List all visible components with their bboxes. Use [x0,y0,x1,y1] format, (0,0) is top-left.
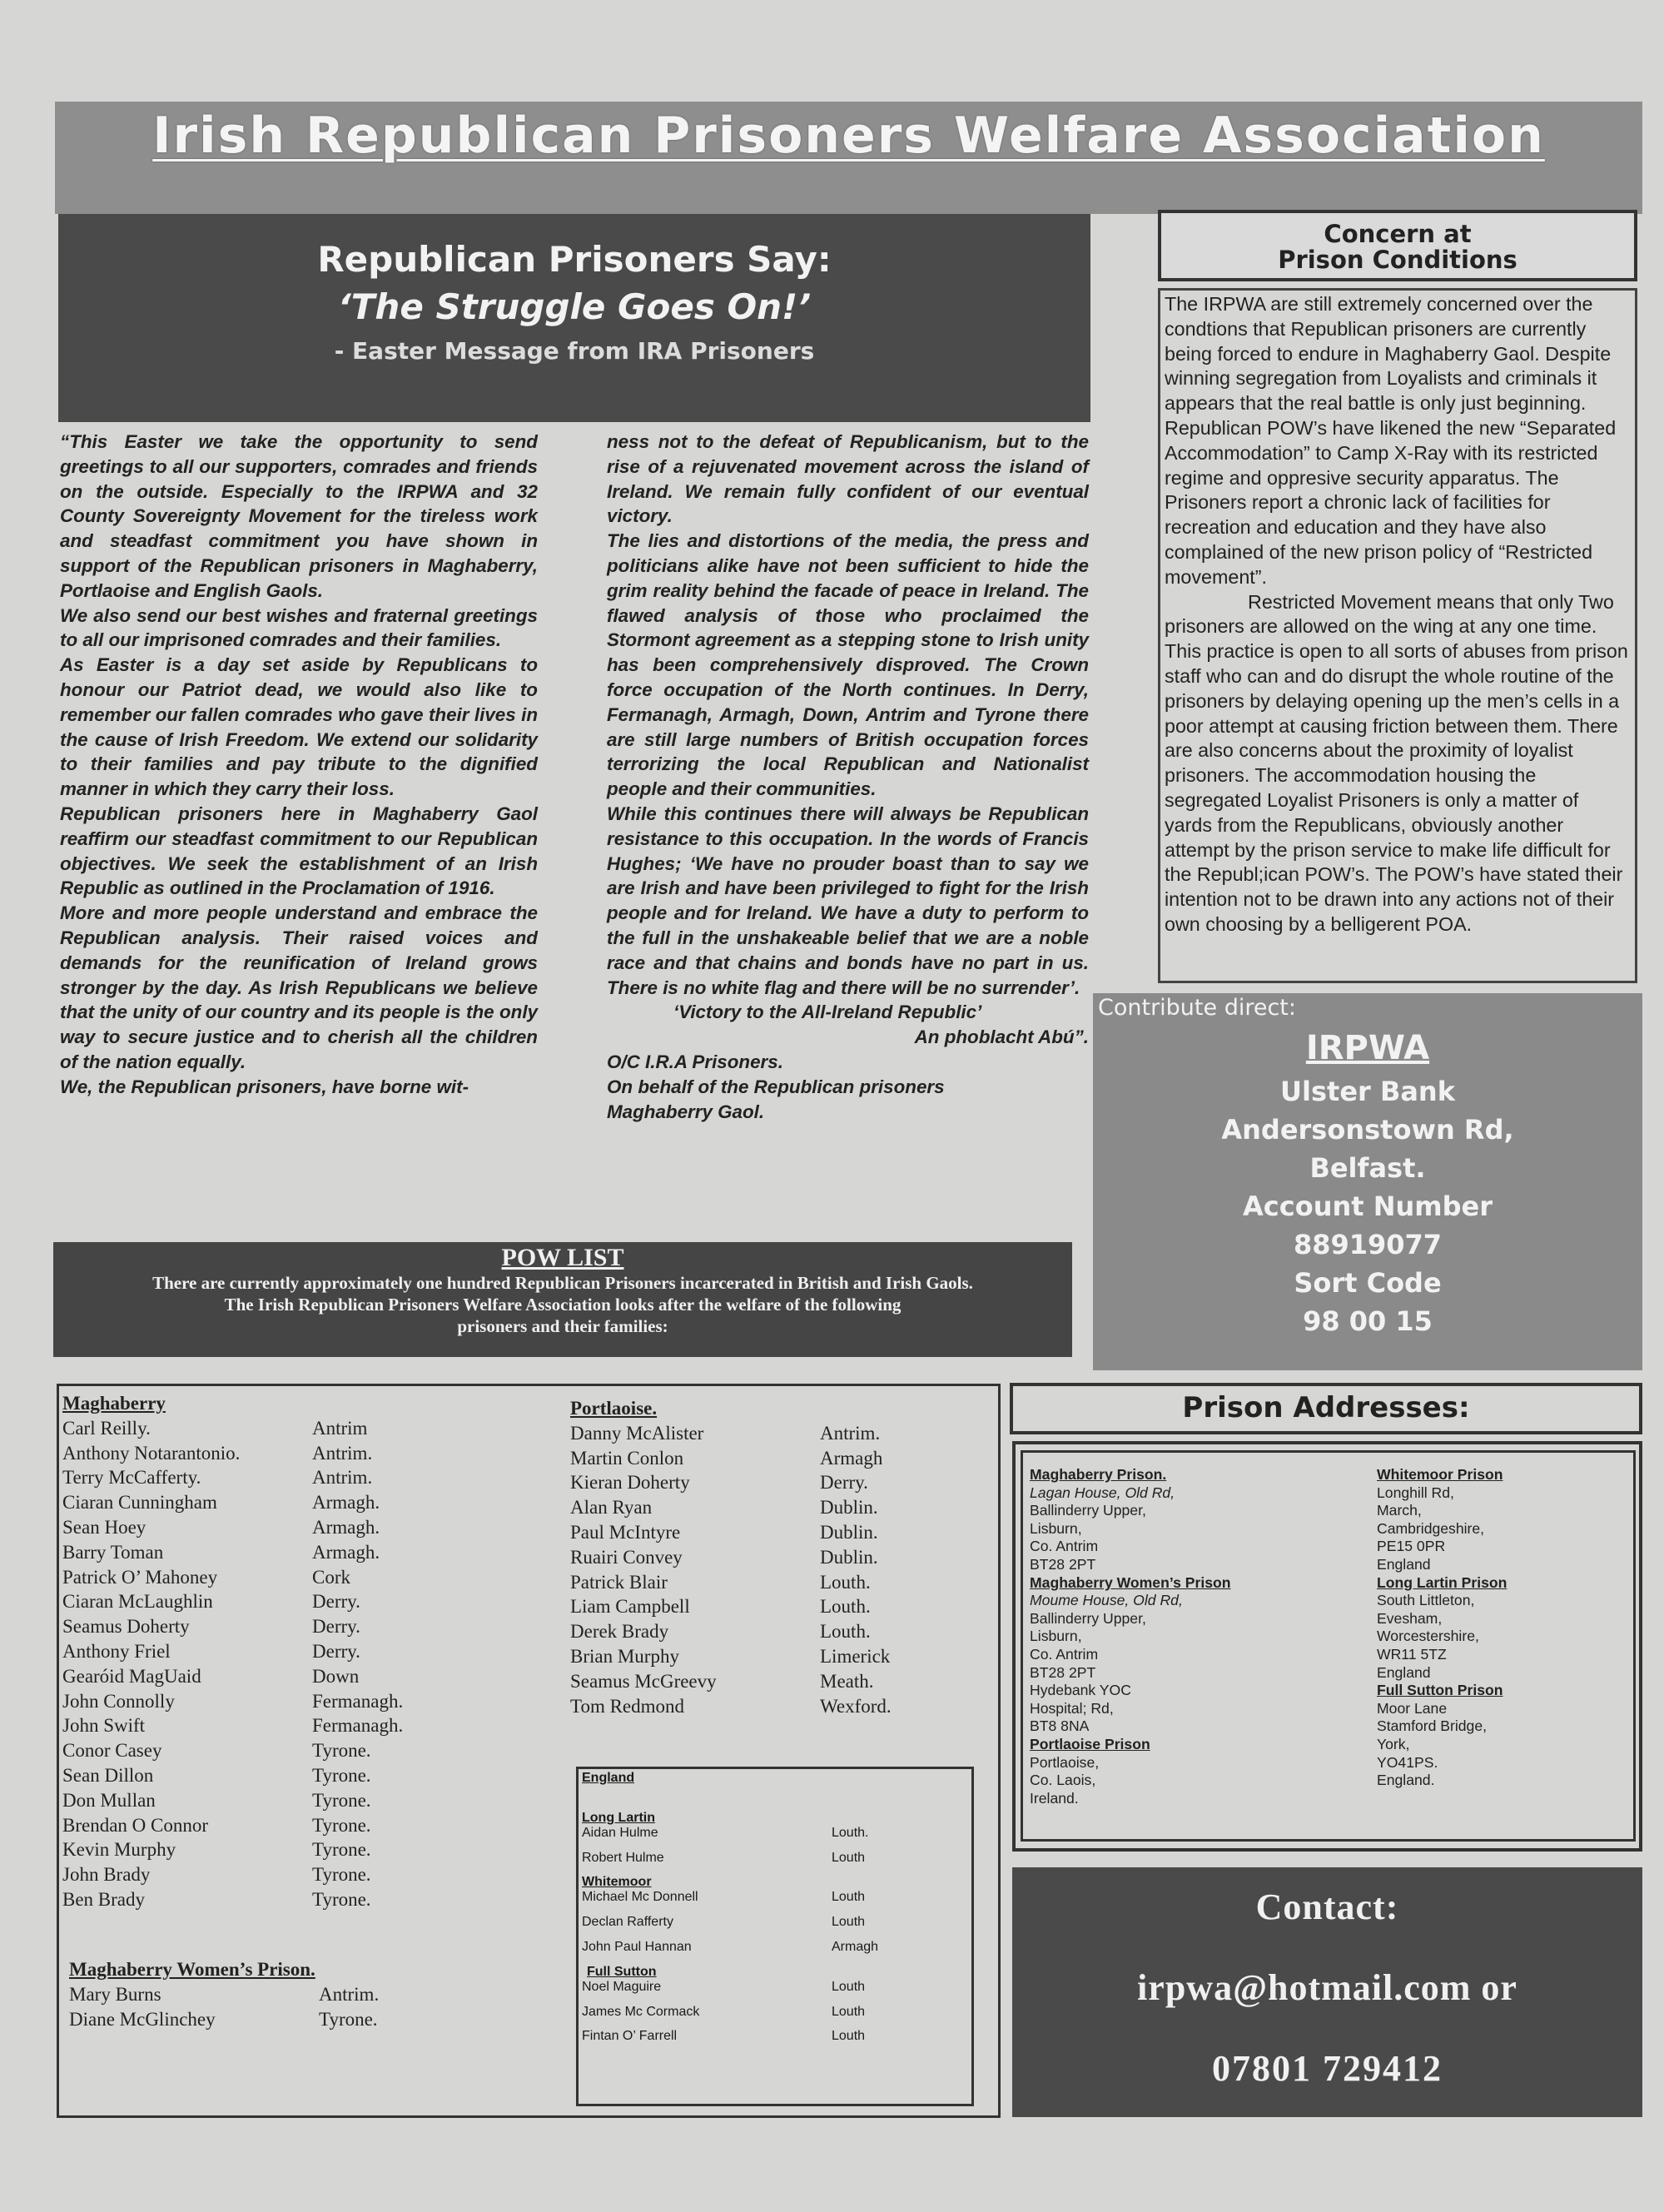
contact-title: Contact: [1255,1886,1399,1927]
prisoner-name: Ben Brady [62,1888,146,1910]
prisoner-county: Meath. [820,1670,874,1692]
prisoner-name: Mary Burns [69,1983,161,2005]
address-line: Cambridgeshire, [1377,1519,1485,1537]
prisoner-row [570,1594,892,1619]
prisoner-name: Aidan Hulme [582,1825,658,1840]
england-list-box [576,1767,974,2106]
maghaberry-list [62,1391,403,1912]
address-line: YO41PS. [1377,1753,1438,1771]
address-whitemoor-name: Whitemoor Prison [1377,1466,1503,1483]
prisoner-name: Brendan O Connor [62,1814,209,1836]
prisoner-name: Martin Conlon [570,1447,684,1469]
prisoner-row [62,1490,403,1515]
prisoner-name: Terry McCafferty. [62,1467,201,1489]
prisoner-name: Declan Rafferty [582,1915,673,1930]
prisoner-name: Tom Redmond [570,1695,685,1717]
prisoner-row [570,1694,892,1719]
prisoner-row [62,1837,403,1862]
addresses-col-left [1030,1466,1230,1807]
prisoner-name: Carl Reilly. [62,1417,151,1439]
prisoner-row [570,1619,892,1644]
prisoner-row [582,1980,878,2005]
prisoner-row [62,1441,403,1466]
account-label: Account Number [1243,1191,1493,1222]
address-line: Ballinderry Upper, [1030,1609,1146,1627]
prisoner-county: Louth [832,2004,866,2019]
headline-line2: ‘The Struggle Goes On!’ [337,286,812,327]
prisoner-row [69,2007,379,2032]
prisoner-name: Sean Hoey [62,1516,147,1538]
prisoner-row [582,1851,878,1876]
prisoner-county: Louth [832,1915,866,1930]
address-line: South Littleton, [1377,1592,1475,1609]
signature-line2: On behalf of the Republican prisoners [607,1076,945,1097]
prisoner-county: Antrim. [312,1467,373,1489]
address-portlaoise-name: Portlaoise Prison [1030,1735,1150,1752]
prisoner-name: Kevin Murphy [62,1839,176,1861]
prisoner-row [62,1788,403,1813]
prisoner-name: Fintan O’ Farrell [582,2029,678,2044]
address-womens-name: Maghaberry Women’s Prison [1030,1573,1231,1591]
prisoner-county: Limerick [820,1645,891,1667]
prisoner-county: Antrim. [319,1983,380,2005]
prisoner-county: Louth. [820,1571,871,1593]
prisoner-name: John Swift [62,1715,146,1737]
prisoner-row [62,1713,403,1738]
england-heading: England [582,1771,635,1785]
prisoner-name: Diane McGlinchey [69,2008,216,2030]
prisoner-county: Cork [312,1566,350,1588]
prisoner-row [69,1982,379,2007]
concern-title-box [1158,210,1637,281]
prisoner-county: Louth [832,1890,866,1905]
prisoner-row [570,1669,892,1694]
easter-message-column-1 [60,430,538,1100]
long-lartin-heading: Long Lartin [582,1810,655,1825]
prisoner-row [62,1689,403,1714]
prisoner-county: Derry. [312,1591,360,1613]
prisoner-county: Tyrone. [312,1764,371,1786]
address-line: Hydebank YOC [1030,1682,1131,1699]
prisoner-row [62,1416,403,1441]
address-line: BT28 2PT [1030,1555,1096,1573]
prisoner-name: Anthony Friel [62,1640,171,1662]
prisoner-name: Sean Dillon [62,1764,154,1786]
address-line: Stamford Bridge, [1377,1717,1488,1735]
prisoner-row [582,2029,878,2054]
prisoner-row [62,1813,403,1838]
pow-list-desc1: There are currently approximately one hundred Republican Prisoners incarcerated in British and Irish Gaols. [152,1273,973,1293]
england-list [582,1771,878,2054]
contact-email[interactable]: irpwa@hotmail.com or [1137,1967,1517,2008]
prisoner-name: Barry Toman [62,1541,164,1563]
address-line: Moor Lane [1377,1699,1448,1717]
prisoner-county: Tyrone. [312,1864,371,1886]
prisoner-row [62,1763,403,1788]
prisoner-row [582,1915,878,1940]
bank-name: Ulster Bank [1280,1076,1455,1107]
prisoner-name: John Connolly [62,1690,175,1712]
address-line: Portlaoise, [1030,1753,1100,1771]
address-line: York, [1377,1735,1410,1752]
address-line: Ballinderry Upper, [1030,1502,1146,1519]
prisoner-county: Antrim [312,1417,368,1439]
pow-list-header [53,1242,1072,1357]
prisoner-name: Ciaran McLaughlin [62,1591,213,1613]
prisoner-name: Derek Brady [570,1621,669,1643]
pow-list-desc2: The Irish Republican Prisoners Welfare Association looks after the welfare of the following [224,1295,902,1315]
masthead-banner [55,102,1642,214]
prisoner-row [570,1570,892,1595]
maghaberry-heading: Maghaberry [62,1393,166,1414]
prisoner-name: Brian Murphy [570,1645,679,1667]
prisoner-row [570,1495,892,1520]
prisoner-name: Michael Mc Donnell [582,1890,698,1905]
address-maghaberry-name: Maghaberry Prison. [1030,1466,1167,1483]
prisoner-county: Fermanagh. [312,1715,404,1737]
prisoner-row [582,1826,878,1851]
address-line: Co. Antrim [1030,1538,1099,1555]
message-paragraph: We also send our best wishes and fraternal greetings to all our imprisoned comrades and their families. [60,604,538,651]
address-line: WR11 5TZ [1377,1645,1447,1663]
concern-article [1158,288,1637,983]
whitemoor-heading: Whitemoor [582,1875,652,1890]
headline-banner [58,214,1090,422]
prisoner-row [62,1738,403,1763]
prisoner-county: Louth. [820,1596,871,1618]
contact-box [1012,1867,1642,2117]
address-line: England [1377,1555,1431,1573]
address-line: Evesham, [1377,1609,1443,1627]
portlaoise-list [570,1396,892,1718]
message-abu: An phoblacht Abú”. [914,1026,1089,1048]
prisoner-county: Louth [832,1979,866,1994]
prisoner-name: Anthony Notarantonio. [62,1442,241,1464]
address-line: Ireland. [1030,1789,1079,1807]
prisoner-name: Danny McAlister [570,1422,704,1444]
masthead-title: Irish Republican Prisoners Welfare Association [152,107,1545,165]
prisoner-row [62,1540,403,1565]
prisoner-name: Patrick Blair [570,1571,668,1593]
prisoner-name: Don Mullan [62,1789,156,1811]
address-line: Lagan House, Old Rd, [1030,1484,1175,1501]
sort-code: 98 00 15 [1303,1305,1433,1337]
prisoner-county: Armagh. [312,1516,380,1538]
prisoner-name: Kieran Doherty [570,1472,690,1494]
prisoner-name: Ruairi Convey [570,1546,683,1568]
prisoner-row [62,1515,403,1540]
concern-title-line2: Prison Conditions [1278,246,1517,274]
message-paragraph: While this continues there will always be Republican resistance to this occupation. In the words of Francis Hughes; ‘We have no prouder boast than to say we are Irish and have been privileged to fight for the Irish people and for Ireland. We have a duty to perform to the full in the unshakeable belief that we are a noble race and that chains and bonds have no part in us. There is no white flag and there will be no surrender’. [607,803,1089,998]
prisoner-name: Seamus Doherty [62,1616,190,1638]
contribute-name: IRPWA [1305,1029,1430,1067]
portlaoise-heading: Portlaoise. [570,1398,658,1419]
prisoner-county: Fermanagh. [312,1690,404,1712]
address-line: Co. Laois, [1030,1772,1096,1789]
womens-heading: Maghaberry Women’s Prison. [69,1959,315,1980]
signature-line3: Maghaberry Gaol. [607,1101,765,1122]
pow-list-title: POW LIST [501,1244,624,1271]
prisoner-row [62,1589,403,1614]
prisoner-row [582,1940,878,1965]
message-paragraph: Republican prisoners here in Maghaberry Gaol reaffirm our steadfast commitment to our Republican objectives. We seek the establishment of an Irish Republic as outlined in the Proclamation of 1916. [60,803,538,899]
prisoner-county: Tyrone. [312,1888,371,1910]
prisoner-county: Tyrone. [312,1740,371,1762]
message-paragraph: ness not to the defeat of Republicanism, but to the rise of a rejuvenated movement across the island of Ireland. We remain fully confident of our eventual victory. [607,431,1089,527]
prisoner-name: Liam Campbell [570,1596,690,1618]
contribute-box [1093,993,1642,1370]
address-line: BT8 8NA [1030,1717,1090,1735]
sort-code-label: Sort Code [1294,1267,1442,1299]
prisoner-county: Dublin. [820,1521,878,1543]
prisoner-county: Wexford. [820,1695,892,1717]
address-line: Lisburn, [1030,1519,1082,1537]
address-line: March, [1377,1502,1422,1519]
prisoner-row [62,1639,403,1664]
prisoner-county: Armagh. [312,1492,380,1514]
address-full-sutton-name: Full Sutton Prison [1377,1682,1503,1699]
prisoner-row [570,1470,892,1495]
prisoner-county: Louth [832,2029,866,2044]
prisoner-row [62,1465,403,1490]
prisoner-county: Derry. [312,1616,360,1638]
prisoner-name: Noel Maguire [582,1979,662,1994]
prisoner-row [570,1520,892,1545]
message-victory: ‘Victory to the All-Ireland Republic’ [673,1002,982,1023]
message-paragraph: “This Easter we take the opportunity to send greetings to all our supporters, comrades and friends on the outside. Especially to the IRPWA and 32 County Sovereignty Movement for the tireless work and steadfast commitment you have shown in support of the Republican prisoners in Maghaberry, Portlaoise and English Gaols. [60,431,538,601]
addresses-col-right [1377,1466,1507,1790]
prisoner-name: Alan Ryan [570,1497,653,1519]
prisoner-name: Patrick O’ Mahoney [62,1566,218,1588]
address-line: Lisburn, [1030,1628,1082,1645]
prisoner-county: Tyrone. [312,1839,371,1861]
easter-message-column-2 [607,430,1089,1124]
prisoner-name: Seamus McGreevy [570,1670,717,1692]
bank-road: Andersonstown Rd, [1221,1114,1514,1146]
address-line: BT28 2PT [1030,1663,1096,1681]
concern-paragraph: The IRPWA are still extremely concerned over the condtions that Republican prisoners are currently being forced to endure in Maghaberry Gaol. Despite winning segregation from Loyalists and criminals it appears that the real battle is only just beginning. Republican POW’s have likened the new “Separated Accommodation” to Camp X-Ray with its restricted regime and oppresive security apparatus. The Prisoners report a chronic lack of facilities for recreation and education and they have also complained of the new prison policy of “Restricted movement”. [1165,293,1617,588]
prison-addresses-heading: Prison Addresses: [1010,1383,1642,1434]
prisoner-county: Armagh. [312,1541,380,1563]
concern-paragraph: Restricted Movement means that only Two prisoners are allowed on the wing at any one time. This practice is open to all sorts of abuses from prison staff who can and do disrupt the whole routine of the prisoners by delaying opening up the men’s cells in a poor attempt at causing friction between them. There are also concerns about the proximity of loyalist prisoners. The accommodation housing the segregated Loyalist Prisoners is only a matter of yards from the Republicans, obviously another attempt by the prison service to make life difficult for the Republ;ican POW’s. The POW’s have stated their intention not to be drawn into any actions not of their own choosing by a belligerent POA. [1165,590,1628,935]
prisoner-name: Conor Casey [62,1740,162,1762]
prisoner-county: Dublin. [820,1546,878,1568]
prisoner-row [62,1887,403,1912]
prisoner-row [62,1664,403,1689]
prisoner-county: Louth. [820,1621,871,1643]
prisoner-name: Gearóid MagUaid [62,1665,201,1687]
contact-phone[interactable]: 07801 729412 [1212,2048,1443,2089]
prisoner-county: Derry. [820,1472,868,1494]
message-paragraph: The lies and distortions of the media, the press and politicians alike have not been sufficient to hide the grim reality behind the facade of peace in Ireland. The flawed analysis of those who proclaimed the Stormont agreement as a stepping stone to Irish unity has been comprehensively disproved. The Crown force occupation of the North continues. In Derry, Fermanagh, Armagh, Down, Antrim and Tyrone there are still large numbers of British occupation forces terrorizing the local Republican and Nationalist people and their communities. [607,530,1089,800]
address-line: Longhill Rd, [1377,1484,1454,1501]
address-line: England [1377,1663,1431,1681]
prisoner-county: Dublin. [820,1497,878,1519]
prisoner-row [62,1862,403,1887]
prisoner-row [570,1421,892,1446]
prisoner-row [62,1565,403,1590]
prisoner-name: John Brady [62,1864,151,1886]
prisoner-name: Robert Hulme [582,1850,664,1865]
prisoner-row [582,1890,878,1915]
prisoner-county: Armagh [832,1939,879,1954]
message-paragraph: We, the Republican prisoners, have borne wit- [60,1076,469,1097]
prisoner-name: James Mc Cormack [582,2004,700,2019]
message-paragraph: As Easter is a day set aside by Republicans to honour our Patriot dead, we would also like to remember our fallen comrades who gave their lives in the cause of Irish Freedom. We extend our solidarity to their families and pay tribute to the dignified manner in which they carry their loss. [60,654,538,800]
prisoner-county: Tyrone. [312,1814,371,1836]
address-line: Hospital; Rd, [1030,1699,1114,1717]
prisoner-county: Tyrone. [319,2008,378,2030]
prisoner-county: Louth. [832,1825,869,1840]
signature-line1: O/C I.R.A Prisoners. [607,1051,783,1072]
prisoner-county: Tyrone. [312,1789,371,1811]
address-line: Worcestershire, [1377,1628,1479,1645]
address-line: England. [1377,1772,1435,1789]
prisoner-row [570,1446,892,1471]
prisoner-county: Armagh [820,1447,883,1469]
prisoner-name: John Paul Hannan [582,1939,692,1954]
prisoner-row [582,2005,878,2030]
address-line: Moume House, Old Rd, [1030,1592,1183,1609]
headline-subtitle: - Easter Message from IRA Prisoners [334,337,815,365]
womens-list [69,1957,379,2031]
prisoner-row [570,1545,892,1570]
bank-city: Belfast. [1309,1152,1426,1184]
prisoner-name: Paul McIntyre [570,1521,681,1543]
address-line: Co. Antrim [1030,1645,1099,1663]
concern-title-line1: Concern at [1324,220,1472,248]
account-number: 88919077 [1293,1229,1443,1260]
prisoner-county: Antrim. [312,1442,373,1464]
prisoner-county: Down [312,1665,360,1687]
prisoner-county: Derry. [312,1640,360,1662]
headline-line1: Republican Prisoners Say: [317,239,832,280]
prisoner-row [62,1614,403,1639]
address-long-lartin-name: Long Lartin Prison [1377,1573,1508,1591]
address-line: PE15 0PR [1377,1538,1446,1555]
contribute-label: Contribute direct: [1098,995,1296,1021]
full-sutton-heading: Full Sutton [587,1964,657,1979]
pow-list-desc3: prisoners and their families: [457,1316,668,1336]
prisoner-county: Louth [832,1850,866,1865]
prisoner-county: Antrim. [820,1422,881,1444]
prisoner-row [570,1644,892,1669]
message-paragraph: More and more people understand and embrace the Republican analysis. Their raised voices and demands for the reunification of Ireland grows stronger by the day. As Irish Republicans we believe that the unity of our country and its people is the only way to secure justice and to cherish all the children of the nation equally. [60,902,538,1072]
prison-addresses-box [1021,1450,1636,1842]
prisoner-name: Ciaran Cunningham [62,1492,217,1514]
